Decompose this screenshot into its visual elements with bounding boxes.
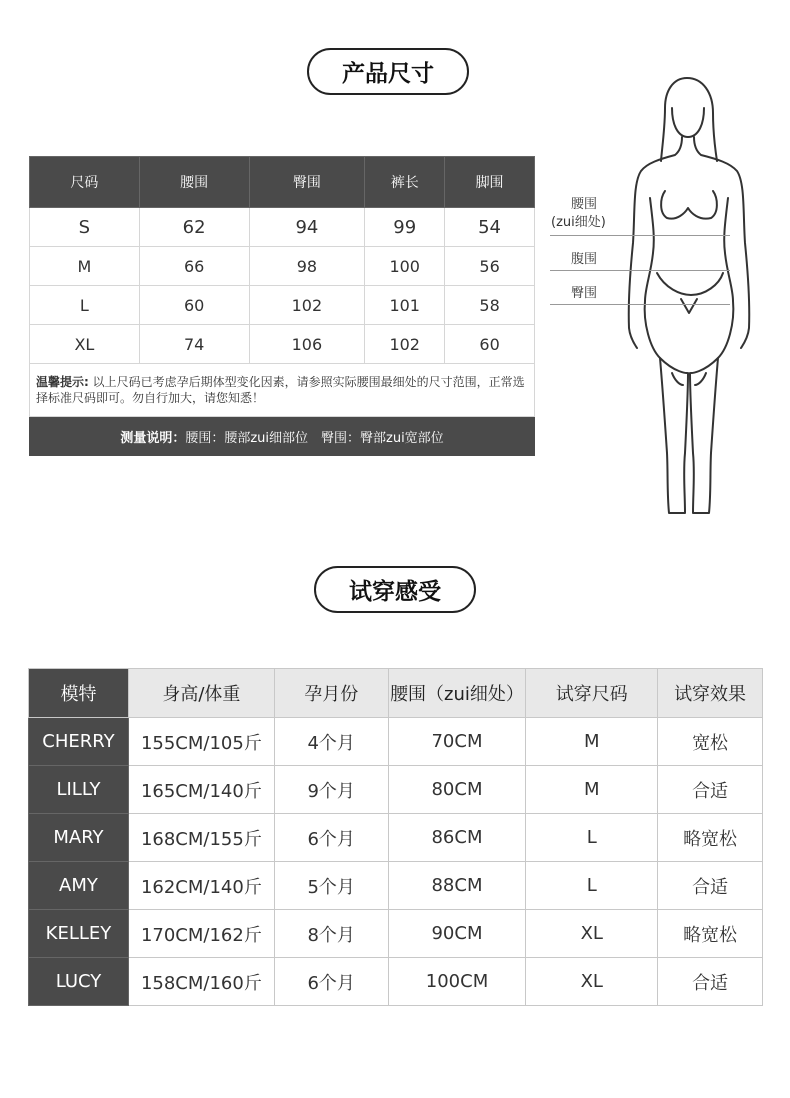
table-cell: 略宽松 <box>658 814 763 862</box>
table-cell: 60 <box>445 325 535 364</box>
table-row <box>30 208 535 247</box>
table-cell: 62 <box>139 208 249 247</box>
table-row <box>29 766 763 814</box>
table-cell: 5个月 <box>274 862 388 910</box>
table-row <box>29 814 763 862</box>
table-cell: XL <box>526 910 658 958</box>
table-cell: 56 <box>445 247 535 286</box>
table-cell: 94 <box>249 208 365 247</box>
header-trial-size: 试穿尺码 <box>526 669 658 718</box>
hip-guide-line <box>550 304 730 305</box>
table-cell: 100CM <box>388 958 526 1006</box>
table-cell: 106 <box>249 325 365 364</box>
header-model: 模特 <box>29 669 129 718</box>
table-cell: L <box>526 814 658 862</box>
table-row <box>30 286 535 325</box>
table-cell: 155CM/105斤 <box>128 718 274 766</box>
note-row <box>30 364 535 417</box>
table-cell: 168CM/155斤 <box>128 814 274 862</box>
header-waist: 腰围 <box>139 157 249 208</box>
model-name: CHERRY <box>29 718 129 766</box>
table-cell: 102 <box>249 286 365 325</box>
table-cell: 158CM/160斤 <box>128 958 274 1006</box>
table-cell: 80CM <box>388 766 526 814</box>
model-name: AMY <box>29 862 129 910</box>
table-cell: 6个月 <box>274 814 388 862</box>
table-row <box>29 718 763 766</box>
size-note <box>30 364 535 417</box>
table-cell: 略宽松 <box>658 910 763 958</box>
belly-label: 腹围 <box>571 252 598 267</box>
trial-table <box>28 668 763 1006</box>
belly-guide-line <box>550 270 730 271</box>
size-section-title: 产品尺寸 <box>307 48 469 95</box>
table-cell: 88CM <box>388 862 526 910</box>
table-cell: 60 <box>139 286 249 325</box>
model-name: MARY <box>29 814 129 862</box>
header-height-weight: 身高/体重 <box>128 669 274 718</box>
table-cell: XL <box>526 958 658 1006</box>
table-row <box>29 910 763 958</box>
table-cell: 9个月 <box>274 766 388 814</box>
table-cell: 8个月 <box>274 910 388 958</box>
table-row <box>29 862 763 910</box>
table-cell: 6个月 <box>274 958 388 1006</box>
note-text: 以上尺码已考虑孕后期体型变化因素，请参照实际腰围最细处的尺寸范围，正常选择标准尺码即可。勿自行加大，请您知悉！ <box>36 375 525 405</box>
table-cell: 合适 <box>658 862 763 910</box>
model-name: LILLY <box>29 766 129 814</box>
table-cell: M <box>526 766 658 814</box>
table-cell: 70CM <box>388 718 526 766</box>
model-name: LUCY <box>29 958 129 1006</box>
table-cell: 101 <box>365 286 445 325</box>
header-length: 裤长 <box>365 157 445 208</box>
table-cell: L <box>526 862 658 910</box>
measure-label: 测量说明： <box>120 430 186 446</box>
table-cell: 98 <box>249 247 365 286</box>
table-cell: 4个月 <box>274 718 388 766</box>
table-cell: 54 <box>445 208 535 247</box>
table-row <box>30 247 535 286</box>
table-cell: S <box>30 208 140 247</box>
measure-row <box>30 417 535 456</box>
table-cell: 74 <box>139 325 249 364</box>
table-cell: 99 <box>365 208 445 247</box>
table-cell: M <box>30 247 140 286</box>
table-cell: L <box>30 286 140 325</box>
size-table-header <box>30 157 535 208</box>
header-trial-effect: 试穿效果 <box>658 669 763 718</box>
waist-sub-label: (zui细处) <box>551 215 606 230</box>
header-pregnancy-month: 孕月份 <box>274 669 388 718</box>
trial-section-title: 试穿感受 <box>314 566 476 613</box>
measure-note <box>30 417 535 456</box>
table-row <box>29 958 763 1006</box>
trial-table-header <box>29 669 763 718</box>
waist-label: 腰围 <box>571 197 598 212</box>
table-cell: 90CM <box>388 910 526 958</box>
waist-guide-line <box>550 235 730 236</box>
table-cell: 合适 <box>658 958 763 1006</box>
model-name: KELLEY <box>29 910 129 958</box>
table-row <box>30 325 535 364</box>
hip-label: 臀围 <box>571 286 598 301</box>
header-size: 尺码 <box>30 157 140 208</box>
table-cell: 165CM/140斤 <box>128 766 274 814</box>
note-label: 温馨提示: <box>36 375 89 389</box>
header-ankle: 脚围 <box>445 157 535 208</box>
table-cell: XL <box>30 325 140 364</box>
body-outline-figure <box>625 73 755 523</box>
measure-text: 腰围：腰部zui细部位 臀围：臀部zui宽部位 <box>185 430 444 446</box>
table-cell: 102 <box>365 325 445 364</box>
table-cell: 170CM/162斤 <box>128 910 274 958</box>
table-cell: 合适 <box>658 766 763 814</box>
table-cell: 66 <box>139 247 249 286</box>
table-cell: 162CM/140斤 <box>128 862 274 910</box>
header-waist: 腰围（zui细处） <box>388 669 526 718</box>
table-cell: 100 <box>365 247 445 286</box>
header-hip: 臀围 <box>249 157 365 208</box>
table-cell: 宽松 <box>658 718 763 766</box>
table-cell: 58 <box>445 286 535 325</box>
table-cell: 86CM <box>388 814 526 862</box>
size-table <box>29 156 535 456</box>
table-cell: M <box>526 718 658 766</box>
